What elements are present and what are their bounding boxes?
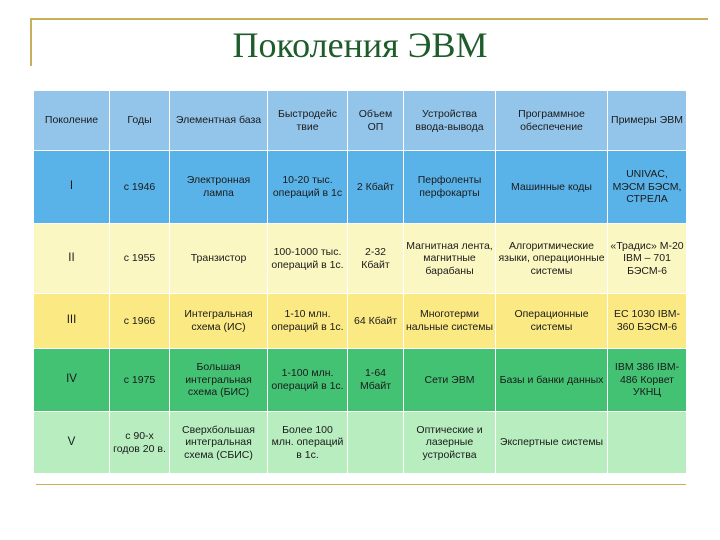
cell-years: с 1946 xyxy=(110,151,170,224)
cell-io: Оптические и лазерные устройства xyxy=(404,412,496,474)
table-row-generation-4 xyxy=(34,349,687,412)
header-cell-software: Программное обеспечение xyxy=(496,91,608,151)
cell-examples: UNIVAC, МЭСМ БЭСМ, СТРЕЛА xyxy=(608,151,687,224)
cell-generation: II xyxy=(34,224,110,294)
cell-generation: I xyxy=(34,151,110,224)
cell-io: Многотерми нальные системы xyxy=(404,294,496,349)
cell-generation: III xyxy=(34,294,110,349)
table-row-generation-2 xyxy=(34,224,687,294)
cell-speed: 1-100 млн. операций в 1с. xyxy=(268,349,348,412)
header-cell-io: Устройства ввода-вывода xyxy=(404,91,496,151)
cell-software: Экспертные системы xyxy=(496,412,608,474)
cell-years: с 1975 xyxy=(110,349,170,412)
cell-io: Перфоленты перфокарты xyxy=(404,151,496,224)
cell-memory: 64 Кбайт xyxy=(348,294,404,349)
frame-bottom-line xyxy=(36,484,686,485)
cell-speed: Более 100 млн. операций в 1с. xyxy=(268,412,348,474)
cell-element-base: Сверхбольшая интегральная схема (СБИС) xyxy=(170,412,268,474)
cell-element-base: Электронная лампа xyxy=(170,151,268,224)
table-row-generation-3 xyxy=(34,294,687,349)
cell-memory: 2-32 Кбайт xyxy=(348,224,404,294)
cell-software: Операционные системы xyxy=(496,294,608,349)
cell-software: Базы и банки данных xyxy=(496,349,608,412)
cell-examples: IBM 386 IBM-486 Корвет УКНЦ xyxy=(608,349,687,412)
cell-speed: 10-20 тыс. операций в 1с xyxy=(268,151,348,224)
cell-speed: 1-10 млн. операций в 1с. xyxy=(268,294,348,349)
cell-generation: V xyxy=(34,412,110,474)
header-cell-years: Годы xyxy=(110,91,170,151)
cell-speed: 100-1000 тыс. операций в 1с. xyxy=(268,224,348,294)
cell-io: Сети ЭВМ xyxy=(404,349,496,412)
cell-years: с 1955 xyxy=(110,224,170,294)
table-row-generation-5 xyxy=(34,412,687,474)
header-cell-generation: Поколение xyxy=(34,91,110,151)
cell-element-base: Интегральная схема (ИС) xyxy=(170,294,268,349)
cell-examples: ЕС 1030 IBM-360 БЭСМ-6 xyxy=(608,294,687,349)
cell-years: с 90-х годов 20 в. xyxy=(110,412,170,474)
cell-examples: «Традис» М-20 IBM – 701 БЭСМ-6 xyxy=(608,224,687,294)
generations-table xyxy=(33,90,687,474)
cell-io: Магнитная лента, магнитные барабаны xyxy=(404,224,496,294)
cell-element-base: Большая интегральная схема (БИС) xyxy=(170,349,268,412)
header-cell-memory: Объем ОП xyxy=(348,91,404,151)
slide-title: Поколения ЭВМ xyxy=(232,25,488,65)
cell-years: с 1966 xyxy=(110,294,170,349)
table-row-generation-1 xyxy=(34,151,687,224)
frame-top-line xyxy=(30,18,708,20)
cell-memory: 1-64 Мбайт xyxy=(348,349,404,412)
cell-software: Машинные коды xyxy=(496,151,608,224)
cell-examples xyxy=(608,412,687,474)
cell-element-base: Транзистор xyxy=(170,224,268,294)
header-cell-speed: Быстродейс твие xyxy=(268,91,348,151)
cell-software: Алгоритмические языки, операционные системы xyxy=(496,224,608,294)
cell-memory xyxy=(348,412,404,474)
cell-generation: IV xyxy=(34,349,110,412)
table-header-row xyxy=(34,91,687,151)
header-cell-element-base: Элементная база xyxy=(170,91,268,151)
header-cell-examples: Примеры ЭВМ xyxy=(608,91,687,151)
cell-memory: 2 Кбайт xyxy=(348,151,404,224)
